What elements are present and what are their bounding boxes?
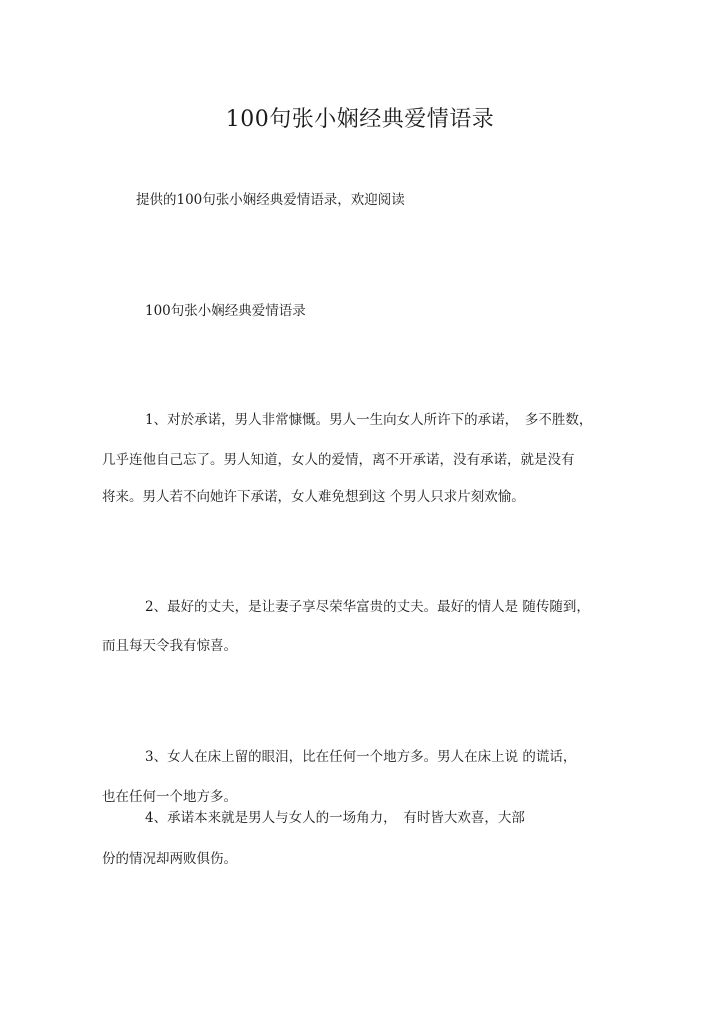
paragraph-line: 份的情况却两败俱伤。 — [102, 851, 237, 867]
paragraph-line: 2、最好的丈夫，是让妻子享尽荣华富贵的丈夫。最好的情人是 随传随到， — [145, 599, 590, 615]
paragraph-line: 而且每天令我有惊喜。 — [102, 638, 237, 654]
paragraph-line: 3、女人在床上留的眼泪，比在任何一个地方多。男人在床上说 的谎话， — [145, 749, 577, 765]
intro-text: 提供的100句张小娴经典爱情语录，欢迎阅读 — [136, 192, 405, 208]
paragraph-line: 几乎连他自己忘了。男人知道，女人的爱情，离不开承诺，没有承诺，就是没有 — [102, 452, 575, 468]
subheading: 100句张小娴经典爱情语录 — [145, 303, 306, 319]
document-title: 100句张小娴经典爱情语录 — [225, 107, 495, 132]
paragraph-line: 将来。男人若不向她许下承诺，女人难免想到这 个男人只求片刻欢愉。 — [102, 489, 525, 505]
paragraph-line: 1、对於承诺，男人非常慷慨。男人一生向女人所许下的承诺， 多不胜数， — [145, 412, 593, 428]
paragraph-line: 4、承诺本来就是男人与女人的一场角力， 有时皆大欢喜，大部 — [145, 810, 525, 826]
paragraph-line: 也在任何一个地方多。 — [102, 789, 237, 805]
